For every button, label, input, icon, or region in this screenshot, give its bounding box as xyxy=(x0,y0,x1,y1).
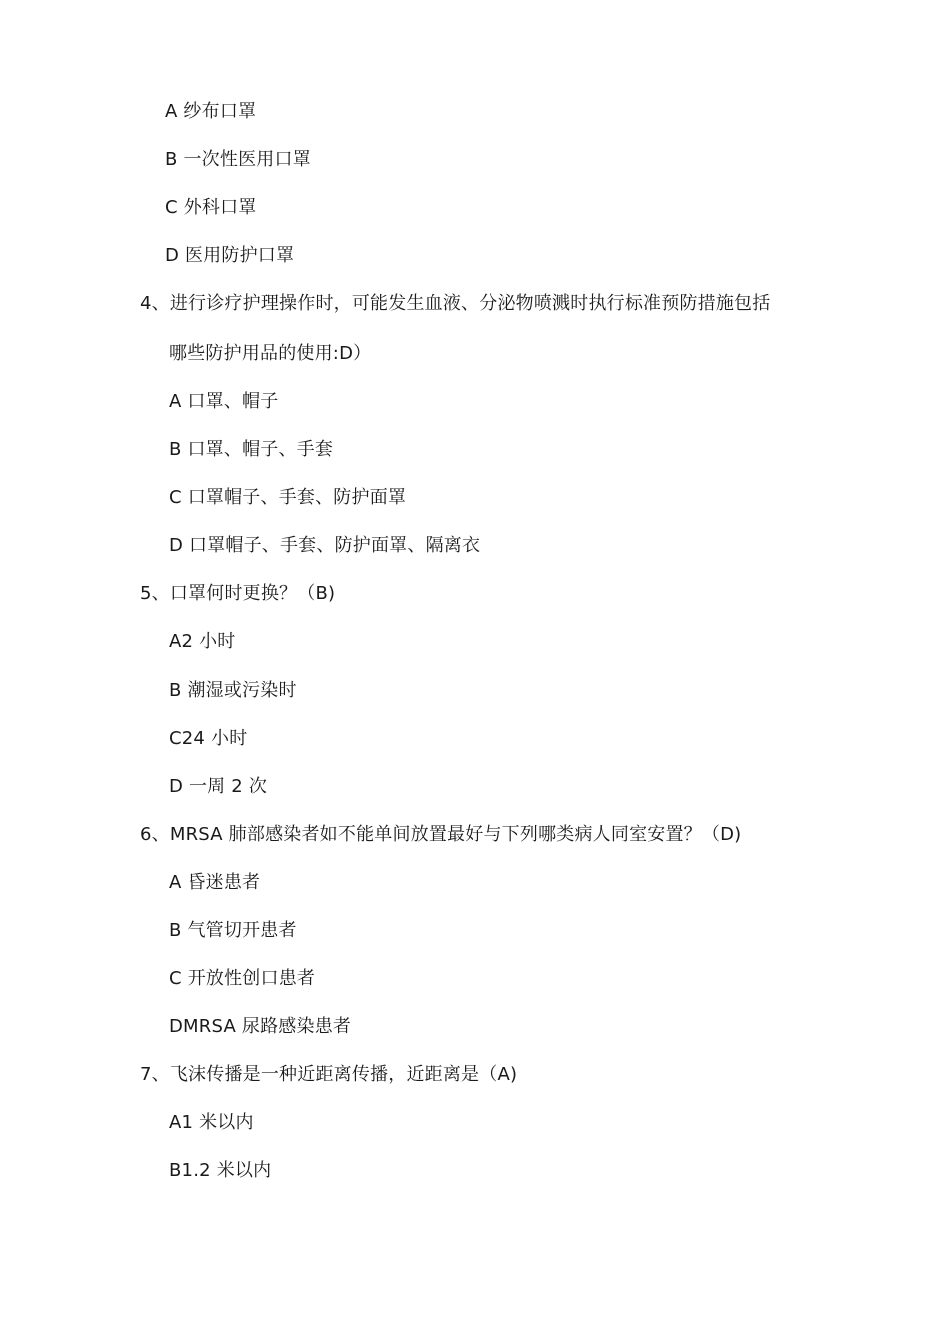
option-7b: B1.2 米以内 xyxy=(169,1160,272,1181)
option-4a: A 口罩、帽子 xyxy=(169,391,279,412)
option-5c: C24 小时 xyxy=(169,728,248,749)
option-4d: D 口罩帽子、手套、防护面罩、隔离衣 xyxy=(169,535,481,556)
option-7a: A1 米以内 xyxy=(169,1112,254,1133)
option-5b: B 潮湿或污染时 xyxy=(169,680,297,701)
option-3d: D 医用防护口罩 xyxy=(165,245,295,266)
option-4b: B 口罩、帽子、手套 xyxy=(169,439,334,460)
question-6: 6、MRSA 肺部感染者如不能单间放置最好与下列哪类病人同室安置？（D) xyxy=(140,824,742,845)
question-5: 5、口罩何时更换？（B) xyxy=(140,583,336,604)
option-5d: D 一周 2 次 xyxy=(169,776,268,797)
option-3b: B 一次性医用口罩 xyxy=(165,149,311,170)
option-6c: C 开放性创口患者 xyxy=(169,968,316,989)
option-4c: C 口罩帽子、手套、防护面罩 xyxy=(169,487,407,508)
question-7: 7、飞沫传播是一种近距离传播，近距离是（A) xyxy=(140,1064,518,1085)
question-4: 4、进行诊疗护理操作时，可能发生血液、分泌物喷溅时执行标准预防措施包括 xyxy=(140,293,771,314)
option-6b: B 气管切开患者 xyxy=(169,920,297,941)
option-6d: DMRSA 尿路感染患者 xyxy=(169,1016,352,1037)
option-3c: C 外科口罩 xyxy=(165,197,257,218)
question-4-continued: 哪些防护用品的使用:D） xyxy=(169,343,372,364)
option-3a: A 纱布口罩 xyxy=(165,101,257,122)
option-5a: A2 小时 xyxy=(169,631,236,652)
option-6a: A 昏迷患者 xyxy=(169,872,261,893)
